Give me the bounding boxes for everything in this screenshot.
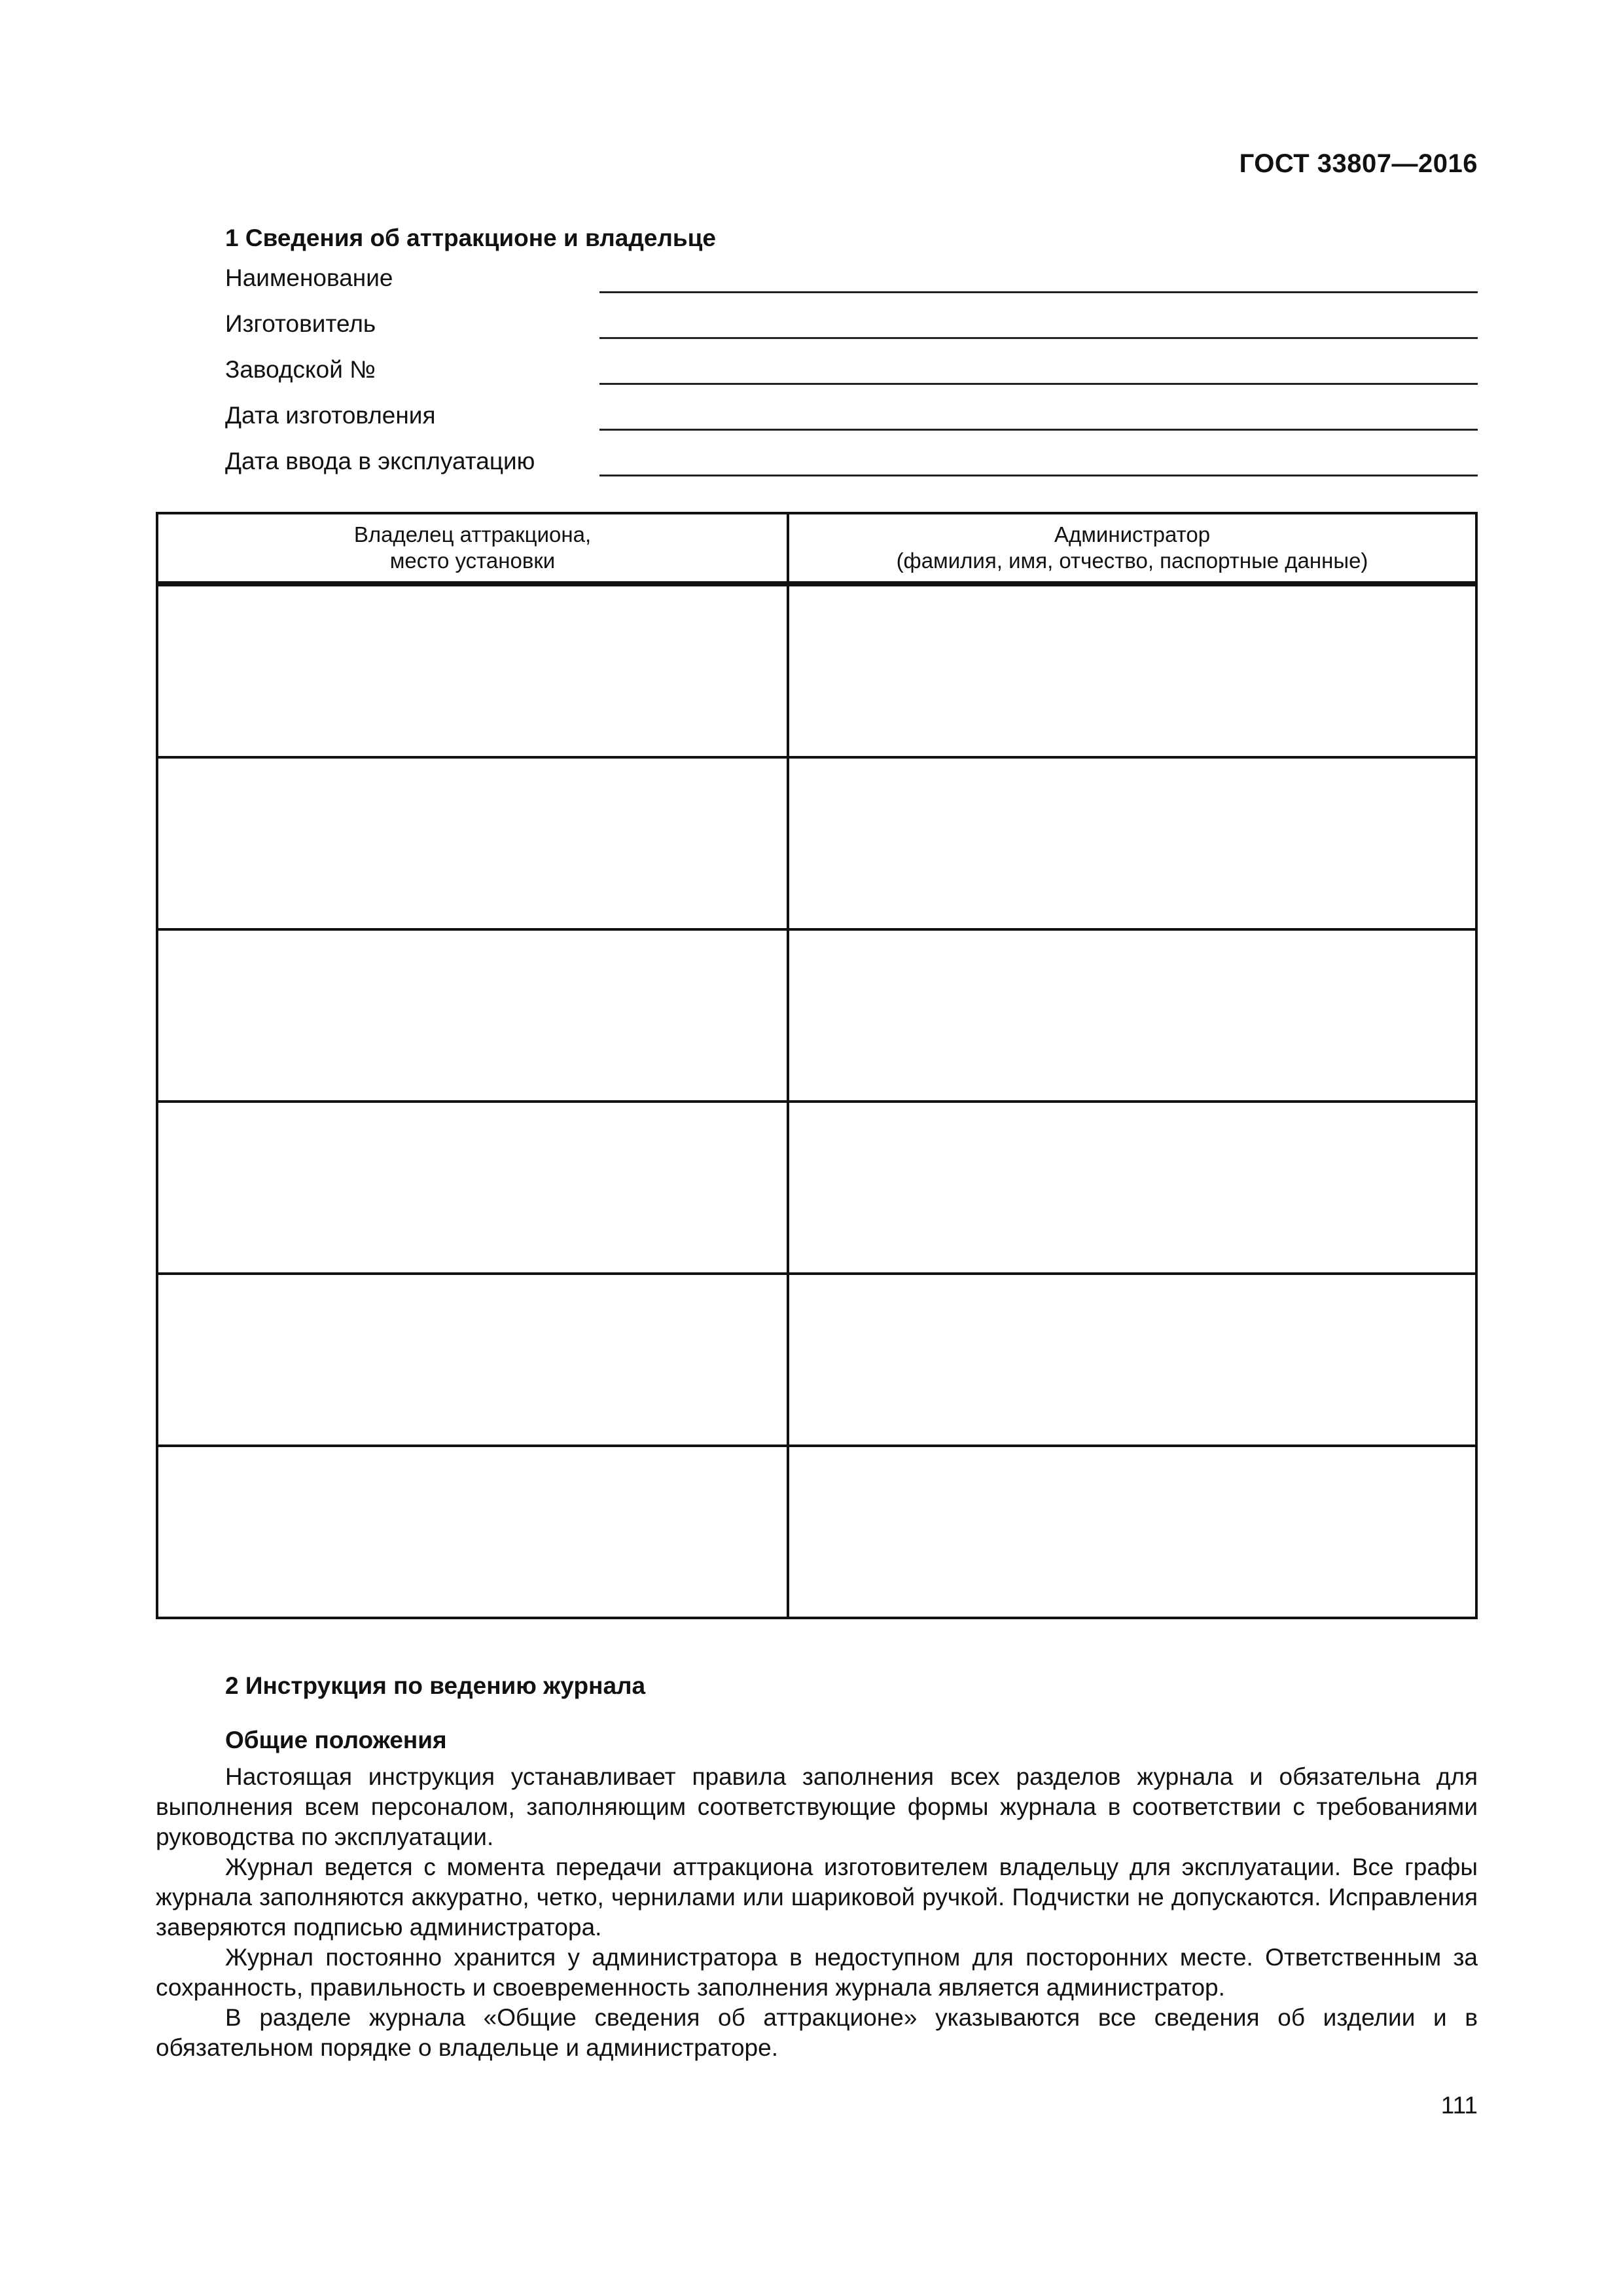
owner-cell[interactable] (157, 929, 788, 1102)
field-serial-number (225, 348, 1478, 387)
paragraph: Настоящая инструкция устанавливает правила заполнения всех разделов журнала и обязательна для выполнения всем персоналом, заполняющим соответствующие формы журнала в соответствии с требованиями руководства по эксплуатации. (156, 1763, 1478, 1850)
field-manufacturer (225, 302, 1478, 342)
column-header-admin-line2: (фамилия, имя, отчество, паспортные данные) (896, 548, 1368, 573)
column-header-owner-line2: место установки (389, 548, 556, 573)
section-2-title: 2 Инструкция по ведению журнала (225, 1672, 646, 1699)
paragraph: В разделе журнала «Общие сведения об аттракционе» указываются все сведения об изделии и в обязательном порядке о владельце и администраторе. (156, 2004, 1478, 2061)
owner-cell[interactable] (157, 1102, 788, 1274)
owner-cell[interactable] (157, 585, 788, 757)
section-1-title: 1 Сведения об аттракционе и владельце (225, 224, 716, 251)
document-code: ГОСТ 33807—2016 (1239, 149, 1478, 178)
fill-in-line[interactable] (599, 383, 1478, 385)
table-row (157, 929, 1476, 1102)
instruction-text (156, 1762, 1478, 2063)
column-header-admin (788, 513, 1476, 583)
fill-in-line[interactable] (599, 291, 1478, 293)
field-label: Наименование (225, 264, 393, 291)
table-row (157, 1102, 1476, 1274)
field-manufacture-date (225, 394, 1478, 433)
admin-cell[interactable] (788, 1274, 1476, 1446)
owner-cell[interactable] (157, 757, 788, 929)
field-label: Заводской № (225, 356, 376, 383)
owner-cell[interactable] (157, 1274, 788, 1446)
fill-in-line[interactable] (599, 337, 1478, 339)
owner-admin-table (156, 512, 1478, 1619)
admin-cell[interactable] (788, 1102, 1476, 1274)
column-header-owner-line1: Владелец аттракциона, (353, 522, 592, 547)
page-number: 111 (1440, 2092, 1478, 2119)
fill-in-line[interactable] (599, 429, 1478, 431)
admin-cell[interactable] (788, 1446, 1476, 1618)
table-header-row (157, 513, 1476, 583)
field-commissioning-date (225, 440, 1478, 479)
field-label: Дата изготовления (225, 402, 436, 429)
field-label: Дата ввода в эксплуатацию (225, 448, 535, 475)
field-name (225, 257, 1478, 296)
admin-cell[interactable] (788, 757, 1476, 929)
column-header-admin-line1: Администратор (1054, 522, 1211, 547)
fill-in-line[interactable] (599, 475, 1478, 476)
admin-cell[interactable] (788, 929, 1476, 1102)
paragraph: Журнал постоянно хранится у администратора в недоступном для посторонних месте. Ответственным за сохранность, правильность и своевременность заполнения журнала является администратор. (156, 1944, 1478, 2001)
table-row (157, 585, 1476, 757)
field-label: Изготовитель (225, 310, 376, 337)
owner-cell[interactable] (157, 1446, 788, 1618)
column-header-owner (157, 513, 788, 583)
admin-cell[interactable] (788, 585, 1476, 757)
paragraph: Журнал ведется с момента передачи аттракциона изготовителем владельцу для эксплуатации. Все графы журнала заполняются аккуратно, четко, чернилами или шариковой ручкой. Подчистки не допускаются. Исправления заверяются подписью администратора. (156, 1854, 1478, 1941)
table-row (157, 1274, 1476, 1446)
table-row (157, 1446, 1476, 1618)
subsection-title: Общие положения (225, 1727, 447, 1753)
table-row (157, 757, 1476, 929)
